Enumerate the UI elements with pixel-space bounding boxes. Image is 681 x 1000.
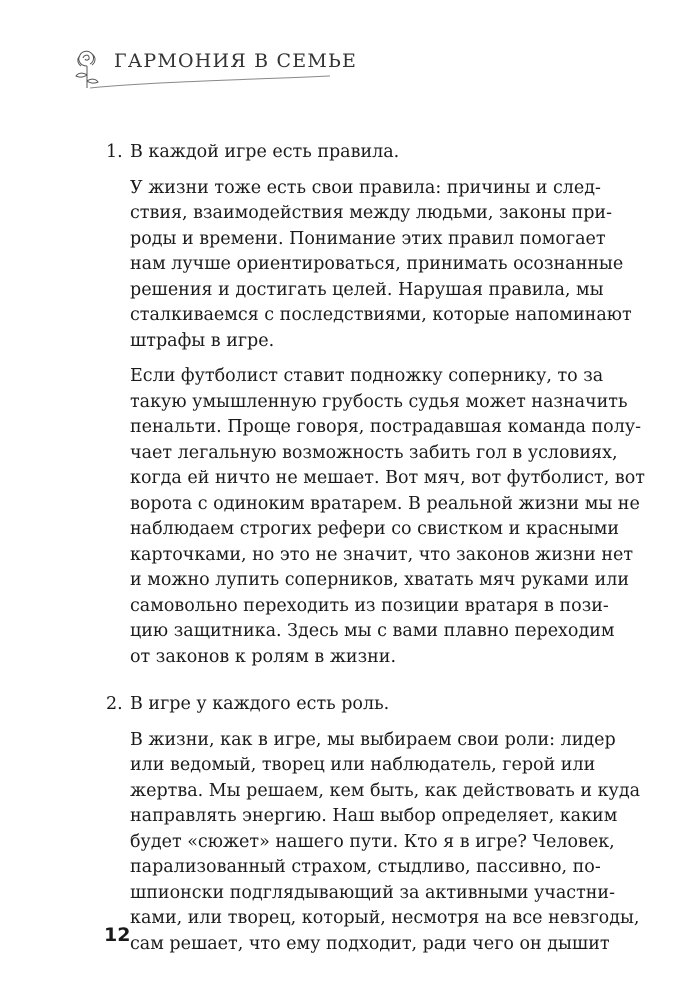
- paragraph: [130, 364, 645, 670]
- text-line: У жизни тоже есть свои правила: причины и след-: [130, 177, 601, 198]
- text-line: штрафы в игре.: [130, 330, 275, 351]
- text-line: нам лучше ориентироваться, принимать осознанные: [130, 254, 624, 274]
- list-item-number: 1.: [106, 142, 123, 162]
- text-line: парализованный страхом, стыдливо, пассивно, по-: [130, 857, 601, 877]
- text-line: когда ей ничто не мешает. Вот мяч, вот футболист, вот: [130, 468, 645, 488]
- list-item-title: В игре у каждого есть роль.: [130, 694, 390, 714]
- text-line: роды и времени. Понимание этих правил помогает: [130, 228, 606, 249]
- page-number: 12: [104, 924, 131, 946]
- text-line: самовольно переходить из позиции вратаря в пози-: [130, 595, 609, 616]
- text-line: ками, или творец, который, несмотря на все невзгоды,: [130, 908, 640, 928]
- text-line: шпионски подглядывающий за активными участни-: [130, 882, 616, 903]
- list-item-heading: [106, 140, 586, 166]
- text-line: Если футболист ставит подножку сопернику, то за: [130, 366, 604, 386]
- text-line: направлять энергию. Наш выбор определяет, каким: [130, 806, 618, 826]
- text-line: будет «сюжет» нашего пути. Кто я в игре? Человек,: [130, 831, 615, 852]
- text-line: такую умышленную грубость судья может назначить: [130, 391, 628, 412]
- text-line: карточками, но это не значит, что законов жизни нет: [130, 544, 634, 565]
- text-line: цию защитника. Здесь мы с вами плавно переходим: [130, 621, 615, 641]
- text-line: чает легальную возможность забить гол в условиях,: [130, 442, 618, 463]
- list-item-title: В каждой игре есть правила.: [130, 142, 400, 162]
- page-body: [106, 140, 645, 967]
- paragraph: [130, 728, 641, 958]
- text-line: сталкиваемся с последствиями, которые напоминают: [130, 305, 632, 325]
- list-item-number: 2.: [106, 694, 123, 714]
- running-head-title: ГАРМОНИЯ В СЕМЬЕ: [114, 50, 358, 72]
- text-line: от законов к ролям в жизни.: [130, 646, 397, 667]
- text-line: и можно лупить соперников, хватать мяч руками или: [130, 570, 630, 590]
- text-line: решения и достигать целей. Нарушая правила, мы: [130, 279, 604, 300]
- text-line: сам решает, что ему подходит, ради чего он дышит: [130, 933, 610, 954]
- text-line: наблюдаем строгих рефери со свистком и красными: [130, 519, 620, 539]
- text-line: жертва. Мы решаем, кем быть, как действовать и куда: [130, 780, 641, 801]
- text-line: В жизни, как в игре, мы выбираем свои роли: лидер: [130, 729, 616, 750]
- text-line: ворота с одиноким вратарем. В реальной жизни мы не: [130, 493, 640, 514]
- text-line: пенальти. Проще говоря, пострадавшая команда полу-: [130, 417, 642, 437]
- header-rule: [90, 72, 330, 92]
- paragraph: [130, 176, 632, 355]
- text-line: ствия, взаимодействия между людьми, законы при-: [130, 203, 613, 223]
- text-line: или ведомый, творец или наблюдатель, герой или: [130, 755, 596, 775]
- list-item-heading: [106, 692, 586, 718]
- running-header: [70, 48, 358, 98]
